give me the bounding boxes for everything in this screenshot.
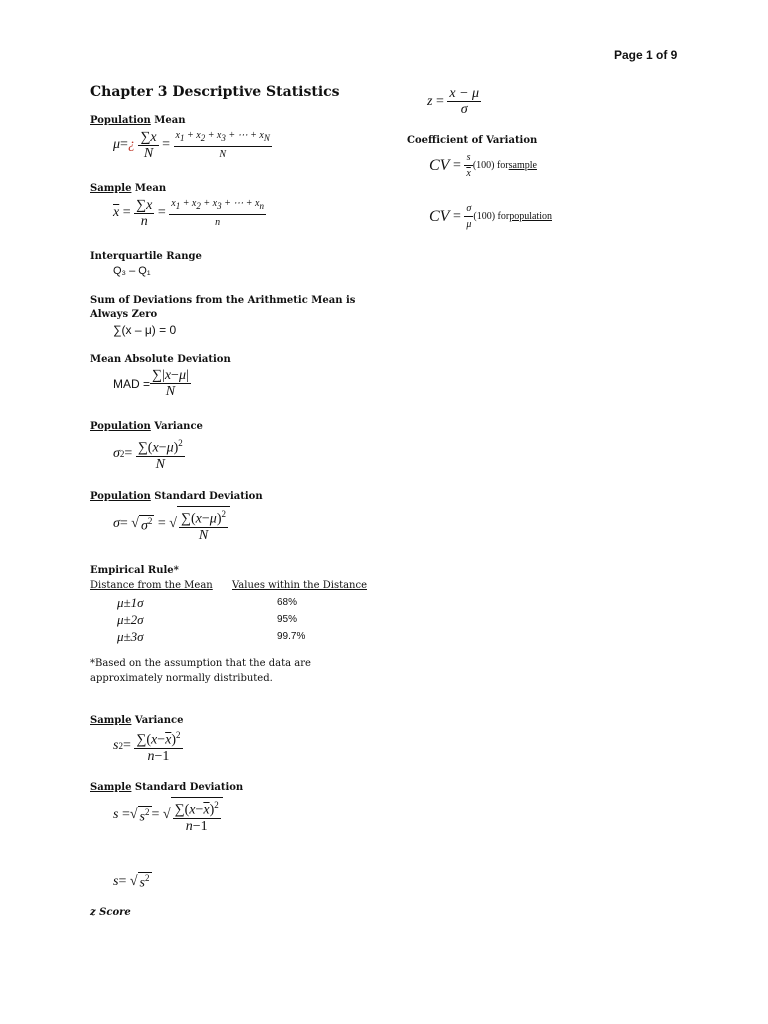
mad-heading: Mean Absolute Deviation xyxy=(90,354,231,365)
cv-heading: Coefficient of Variation xyxy=(407,135,538,146)
z-score-formula: z = $\frac{x - \mu}{\sigma}$ xyxy=(427,86,480,117)
empirical-note-line1: *Based on the assumption that the data are xyxy=(90,658,311,669)
population-sd-heading: Population Standard Deviation xyxy=(90,491,263,502)
sample-sd-formula: s =√ $s^2$ = √ $\frac{\sum(x-\overline{x})^2}{n-1}$ xyxy=(113,797,223,834)
empirical-dist: μ±1σ xyxy=(117,594,144,610)
population-mean-formula: μ = ¿ $\frac{\sum x}{N}$ = $\frac{x1 + x2 + x3 + \cdots + xN}{N}$ xyxy=(113,129,270,161)
sample-mean-heading: Sample Mean xyxy=(90,183,167,194)
empirical-val: 68% xyxy=(277,597,298,608)
empirical-rule-heading: Empirical Rule* xyxy=(90,565,179,576)
sample-sd-heading: Sample Standard Deviation xyxy=(90,782,244,793)
population-variance-formula: σ 2 = $\frac{\sum(x-\mu)^2}{N}$ xyxy=(113,438,183,472)
empirical-note-line2: approximately normally distributed. xyxy=(90,673,273,684)
cv-population-formula: CV = $\frac{\sigma}{\mu}$ (100) for population xyxy=(429,203,552,230)
sum-deviations-heading-line2: Always Zero xyxy=(90,309,158,320)
cv-sample-formula: CV = $\frac{s}{x}$ (100) for sample xyxy=(429,152,537,179)
empirical-val: 95% xyxy=(277,614,298,625)
sample-variance-formula: s 2 = $\frac{\sum(x-\overline{x})^2}{n-1}$ xyxy=(113,730,181,764)
sum-deviations-formula: ∑(x – μ) = 0 xyxy=(113,323,177,337)
mad-formula: MAD = $\frac{\sum|x-\mu|}{N}$ xyxy=(113,368,189,399)
z-score-heading: z Score xyxy=(90,907,131,918)
population-sd-formula: σ = √ $\sigma^2$ = √ $\frac{\sum(x-\mu)^2}{N}$ xyxy=(113,506,230,543)
population-mean-heading: Population Mean xyxy=(90,115,186,126)
empirical-rule-table xyxy=(117,594,357,645)
iqr-heading: Interquartile Range xyxy=(90,251,202,262)
empirical-dist: μ±3σ xyxy=(117,628,144,644)
sample-sd-short-formula: s = √ $s^2$ xyxy=(113,873,150,891)
empirical-col-values: Values within the Distance xyxy=(232,580,368,591)
empirical-val: 99.7% xyxy=(277,631,306,642)
sample-variance-heading: Sample Variance xyxy=(90,715,184,726)
empirical-row xyxy=(117,611,357,628)
page-number: Page 1 of 9 xyxy=(614,48,678,62)
empirical-row xyxy=(117,628,357,645)
iqr-formula: Q₃ – Q₁ xyxy=(113,265,151,277)
empirical-col-distance: Distance from the Mean xyxy=(90,580,213,591)
page-title: Chapter 3 Descriptive Statistics xyxy=(90,84,340,100)
sum-deviations-heading-line1: Sum of Deviations from the Arithmetic Mean is xyxy=(90,295,356,306)
empirical-dist: μ±2σ xyxy=(117,611,144,627)
population-variance-heading: Population Variance xyxy=(90,421,203,432)
sample-mean-formula: $\overline{x}$ = $\frac{\sum x}{n}$ = $\frac{x1 + x2 + x3 + \cdots + xn}{n}$ xyxy=(113,197,264,229)
empirical-row xyxy=(117,594,357,611)
